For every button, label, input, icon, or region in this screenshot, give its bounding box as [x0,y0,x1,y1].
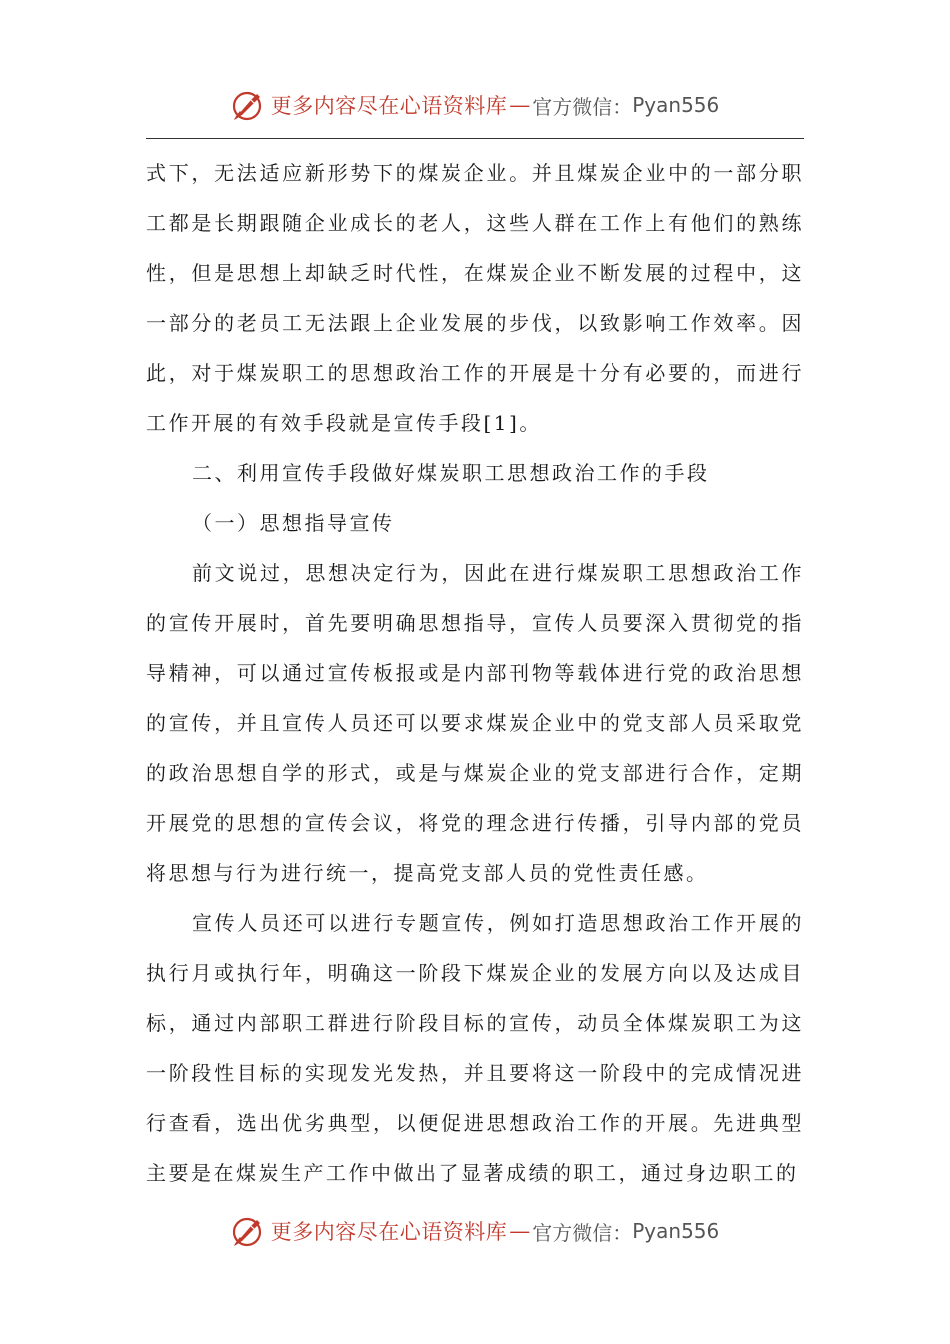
document-body [146,148,804,1198]
paragraph-continued: 式下，无法适应新形势下的煤炭企业。并且煤炭企业中的一部分职工都是长期跟随企业成长的老人，这些人群在工作上有他们的熟练性，但是思想上却缺乏时代性，在煤炭企业不断发展的过程中，这一部分的老员工无法跟上企业发展的步伐，以致影响工作效率。因此，对于煤炭职工的思想政治工作的开展是十分有必要的，而进行工作开展的有效手段就是宣传手段[1]。 [146,161,804,435]
pen-nib-logo-icon [231,1213,267,1249]
paragraph: 宣传人员还可以进行专题宣传，例如打造思想政治工作开展的执行月或执行年，明确这一阶段下煤炭企业的发展方向以及达成目标，通过内部职工群进行阶段目标的宣传，动员全体煤炭职工为这一阶段性目标的实现发光发热，并且要将这一阶段中的完成情况进行查看，选出优劣典型，以便促进思想政治工作的开展。先进典型主要是在煤炭生产工作中做出了显著成绩的职工，通过身边职工的 [146,911,804,1185]
watermark-label: 官方微信： [532,94,633,119]
header-watermark [0,80,950,130]
section-heading: 二、利用宣传手段做好煤炭职工思想政治工作的手段 [192,461,710,485]
watermark-label: 官方微信： [532,1220,633,1245]
watermark-main-text: 更多内容尽在心语资料库 [270,1220,508,1244]
watermark-main-text: 更多内容尽在心语资料库 [270,94,508,118]
footer-watermark [0,1206,950,1256]
pen-nib-logo-icon [231,87,267,123]
header-divider [146,138,804,139]
watermark-separator: — [509,1219,531,1243]
paragraph: 前文说过，思想决定行为，因此在进行煤炭职工思想政治工作的宣传开展时，首先要明确思想指导，宣传人员要深入贯彻党的指导精神，可以通过宣传板报或是内部刊物等载体进行党的政治思想的宣传，并且宣传人员还可以要求煤炭企业中的党支部人员采取党的政治思想自学的形式，或是与煤炭企业的党支部进行合作，定期开展党的思想的宣传会议，将党的理念进行传播，引导内部的党员将思想与行为进行统一，提高党支部人员的党性责任感。 [146,561,804,885]
watermark-wechat-id: Pyan556 [632,1219,720,1243]
watermark-wechat-id: Pyan556 [632,93,720,117]
watermark-separator: — [509,93,531,117]
subsection-heading: （一）思想指导宣传 [192,511,395,535]
